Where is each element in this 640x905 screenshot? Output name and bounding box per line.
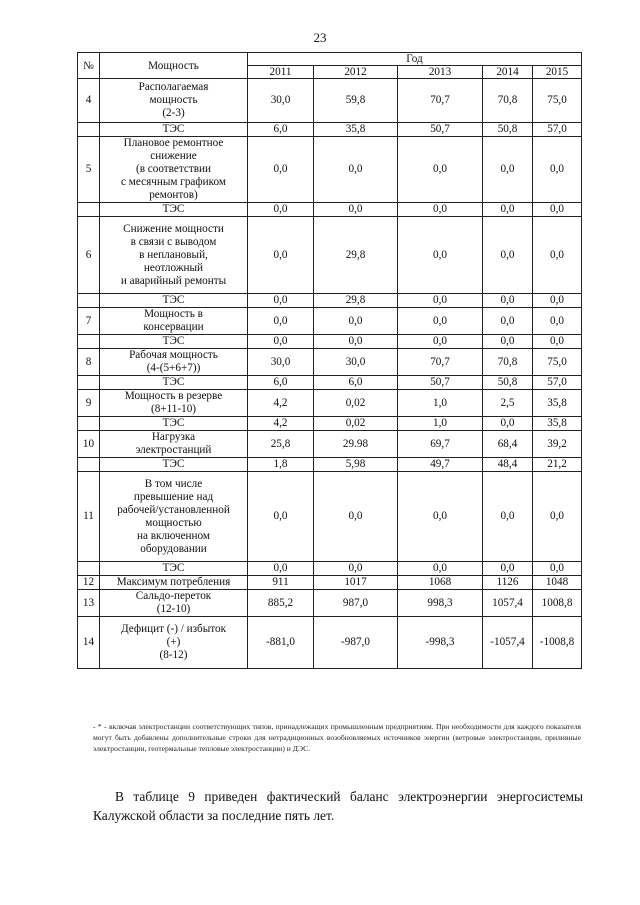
cell-value: 0,0 bbox=[248, 335, 314, 349]
cell-value: 0,0 bbox=[533, 472, 582, 562]
cell-value: 0,0 bbox=[398, 562, 483, 576]
cell-value: 39,2 bbox=[533, 431, 582, 458]
cell-value: 0,0 bbox=[533, 217, 582, 294]
row-number: 13 bbox=[78, 590, 100, 617]
row-label bbox=[100, 590, 248, 617]
cell-value: 0,0 bbox=[483, 203, 533, 217]
row-label-line: ремонтов) bbox=[149, 189, 198, 201]
table-row bbox=[78, 390, 582, 417]
row-label-line: неотложный bbox=[143, 261, 204, 274]
cell-value: 0,0 bbox=[483, 308, 533, 335]
cell-value: 0,0 bbox=[483, 562, 533, 576]
row-number: 14 bbox=[78, 617, 100, 669]
cell-value: 1068 bbox=[398, 576, 483, 590]
table-row bbox=[78, 137, 582, 203]
row-label-line: ТЭС bbox=[162, 294, 185, 306]
cell-value: 49,7 bbox=[398, 458, 483, 472]
cell-value: 21,2 bbox=[533, 458, 582, 472]
row-label-line: ТЭС bbox=[162, 562, 185, 574]
row-number: 4 bbox=[78, 79, 100, 123]
row-label-line: ТЭС bbox=[162, 203, 185, 215]
row-label-line: мощность bbox=[149, 94, 198, 106]
cell-value: 57,0 bbox=[533, 376, 582, 390]
row-label-line: Плановое ремонтное bbox=[123, 137, 224, 149]
cell-value: 6,0 bbox=[248, 123, 314, 137]
row-label-line: Мощность в резерве bbox=[124, 390, 223, 402]
row-number: 6 bbox=[78, 217, 100, 294]
row-label-line: Максимум потребления bbox=[116, 576, 231, 588]
footnote: - * - включая электростанции соответствующих типов, принадлежащих промышленным предприятиям. При необходимости для каждого показателя могут быть добавлены дополнительные строки для нетрадиционных возобновляемых источников энергии (ветровые электростанции, приливные электростанции, геотермальные тепловые электростанции) и ДЭС. bbox=[93, 722, 581, 753]
row-number: 12 bbox=[78, 576, 100, 590]
cell-value: 6,0 bbox=[248, 376, 314, 390]
cell-value: 6,0 bbox=[314, 376, 398, 390]
cell-value: 0,0 bbox=[533, 335, 582, 349]
cell-value: 0,0 bbox=[398, 472, 483, 562]
cell-value: 48,4 bbox=[483, 458, 533, 472]
cell-value: 0,0 bbox=[483, 472, 533, 562]
cell-value: -1057,4 bbox=[483, 617, 533, 669]
cell-value: 0,0 bbox=[248, 203, 314, 217]
body-paragraph: В таблице 9 приведен фактический баланс электроэнергии энергосистемы Калужской области за последние пять лет. bbox=[93, 789, 583, 823]
cell-value: 0,0 bbox=[398, 217, 483, 294]
row-number: 8 bbox=[78, 349, 100, 376]
cell-value: 987,0 bbox=[314, 590, 398, 617]
header-power: Мощность bbox=[100, 53, 248, 79]
table-row-tes bbox=[78, 123, 582, 137]
row-label bbox=[100, 617, 248, 669]
cell-value: 29.98 bbox=[314, 431, 398, 458]
header-year-2012: 2012 bbox=[314, 66, 398, 79]
cell-value: 0,0 bbox=[483, 417, 533, 431]
row-label-line: ТЭС bbox=[162, 376, 185, 388]
row-number bbox=[78, 294, 100, 308]
cell-value: 29,8 bbox=[314, 217, 398, 294]
cell-value: 0,0 bbox=[483, 335, 533, 349]
row-label-line: (8-12) bbox=[159, 649, 188, 661]
table-row bbox=[78, 617, 582, 669]
row-label bbox=[100, 308, 248, 335]
cell-value: 69,7 bbox=[398, 431, 483, 458]
cell-value: 68,4 bbox=[483, 431, 533, 458]
cell-value: -1008,8 bbox=[533, 617, 582, 669]
cell-value: 1008,8 bbox=[533, 590, 582, 617]
cell-value: 57,0 bbox=[533, 123, 582, 137]
row-label-line: на включенном bbox=[136, 529, 210, 542]
row-label-line: мощностью bbox=[145, 516, 202, 529]
cell-value: 1017 bbox=[314, 576, 398, 590]
cell-value: 0,02 bbox=[314, 417, 398, 431]
row-label bbox=[100, 123, 248, 137]
cell-value: 0,0 bbox=[533, 562, 582, 576]
cell-value: 0,0 bbox=[248, 472, 314, 562]
cell-value: 0,0 bbox=[398, 137, 483, 203]
row-label-line: консервации bbox=[143, 321, 204, 333]
table-row bbox=[78, 217, 582, 294]
cell-value: 29,8 bbox=[314, 294, 398, 308]
cell-value: 1,0 bbox=[398, 390, 483, 417]
header-year: Год bbox=[248, 53, 582, 66]
cell-value: 75,0 bbox=[533, 349, 582, 376]
cell-value: 1126 bbox=[483, 576, 533, 590]
row-label bbox=[100, 417, 248, 431]
row-label bbox=[100, 335, 248, 349]
cell-value: 0,0 bbox=[248, 562, 314, 576]
row-label bbox=[100, 431, 248, 458]
cell-value: 0,0 bbox=[248, 294, 314, 308]
row-label-line: (в соответствии bbox=[135, 163, 212, 175]
row-label bbox=[100, 562, 248, 576]
cell-value: -987,0 bbox=[314, 617, 398, 669]
row-label-line: ТЭС bbox=[162, 458, 185, 470]
table-row-tes bbox=[78, 294, 582, 308]
cell-value: 0,0 bbox=[533, 294, 582, 308]
cell-value: 59,8 bbox=[314, 79, 398, 123]
row-label-line: Располагаемая bbox=[138, 81, 209, 93]
row-label-line: Рабочая мощность bbox=[129, 349, 218, 361]
row-number bbox=[78, 203, 100, 217]
row-label-line: (12-10) bbox=[156, 603, 191, 615]
row-label bbox=[100, 137, 248, 203]
row-label-line: Снижение мощности bbox=[123, 222, 224, 235]
row-label-line: ТЭС bbox=[162, 335, 185, 347]
row-label-line: Сальдо-переток bbox=[135, 590, 212, 602]
row-label-line: (8+11-10) bbox=[150, 403, 197, 415]
table-row bbox=[78, 576, 582, 590]
table-row bbox=[78, 308, 582, 335]
row-label-line: Нагрузка bbox=[151, 431, 196, 443]
row-label-line: оборудовании bbox=[140, 542, 207, 555]
cell-value: 5,98 bbox=[314, 458, 398, 472]
cell-value: 0,0 bbox=[398, 335, 483, 349]
cell-value: 1,8 bbox=[248, 458, 314, 472]
cell-value: 0,0 bbox=[533, 308, 582, 335]
row-label-line: электростанций bbox=[135, 444, 212, 456]
cell-value: 35,8 bbox=[533, 417, 582, 431]
row-label-line: ТЭС bbox=[162, 123, 185, 135]
row-label-line: (2-3) bbox=[162, 107, 185, 119]
row-label bbox=[100, 349, 248, 376]
row-label-line: и аварийный ремонты bbox=[120, 274, 227, 287]
cell-value: 50,7 bbox=[398, 376, 483, 390]
header-num: № bbox=[78, 53, 100, 79]
row-number: 9 bbox=[78, 390, 100, 417]
cell-value: 25,8 bbox=[248, 431, 314, 458]
row-number bbox=[78, 376, 100, 390]
table-row-tes bbox=[78, 376, 582, 390]
row-number bbox=[78, 417, 100, 431]
cell-value: 0,0 bbox=[533, 137, 582, 203]
cell-value: 0,0 bbox=[398, 294, 483, 308]
cell-value: 70,7 bbox=[398, 349, 483, 376]
cell-value: 0,0 bbox=[314, 308, 398, 335]
cell-value: 70,8 bbox=[483, 79, 533, 123]
table-row-tes bbox=[78, 335, 582, 349]
cell-value: -998,3 bbox=[398, 617, 483, 669]
row-label bbox=[100, 79, 248, 123]
table-row bbox=[78, 431, 582, 458]
header-year-2011: 2011 bbox=[248, 66, 314, 79]
table-row bbox=[78, 349, 582, 376]
power-balance-table bbox=[77, 52, 582, 669]
row-label bbox=[100, 376, 248, 390]
row-label bbox=[100, 472, 248, 562]
cell-value: 0,0 bbox=[483, 294, 533, 308]
cell-value: 1048 bbox=[533, 576, 582, 590]
cell-value: 0,02 bbox=[314, 390, 398, 417]
row-number: 10 bbox=[78, 431, 100, 458]
row-label-line: ТЭС bbox=[162, 417, 185, 429]
row-label-line: превышение над bbox=[133, 490, 214, 503]
row-label-line: в связи с выводом bbox=[130, 235, 217, 248]
table-row bbox=[78, 79, 582, 123]
cell-value: 70,8 bbox=[483, 349, 533, 376]
row-number bbox=[78, 562, 100, 576]
cell-value: 0,0 bbox=[314, 335, 398, 349]
row-number bbox=[78, 335, 100, 349]
table-row-tes bbox=[78, 203, 582, 217]
cell-value: 1,0 bbox=[398, 417, 483, 431]
row-label bbox=[100, 217, 248, 294]
row-number bbox=[78, 123, 100, 137]
row-label-line: с месячным графиком bbox=[121, 176, 226, 188]
cell-value: -881,0 bbox=[248, 617, 314, 669]
cell-value: 50,7 bbox=[398, 123, 483, 137]
row-number: 11 bbox=[78, 472, 100, 562]
cell-value: 70,7 bbox=[398, 79, 483, 123]
cell-value: 30,0 bbox=[248, 349, 314, 376]
cell-value: 0,0 bbox=[533, 203, 582, 217]
row-label-line: В том числе bbox=[144, 477, 203, 490]
cell-value: 0,0 bbox=[483, 217, 533, 294]
row-label bbox=[100, 458, 248, 472]
cell-value: 50,8 bbox=[483, 123, 533, 137]
cell-value: 998,3 bbox=[398, 590, 483, 617]
row-label-line: (4-(5+6+7)) bbox=[146, 362, 201, 374]
cell-value: 35,8 bbox=[533, 390, 582, 417]
row-label-line: Дефицит (-) / избыток bbox=[120, 623, 227, 635]
table-row-tes bbox=[78, 417, 582, 431]
row-label bbox=[100, 294, 248, 308]
cell-value: 885,2 bbox=[248, 590, 314, 617]
row-number: 7 bbox=[78, 308, 100, 335]
row-label bbox=[100, 203, 248, 217]
cell-value: 35,8 bbox=[314, 123, 398, 137]
cell-value: 0,0 bbox=[248, 308, 314, 335]
row-label-line: рабочей/установленной bbox=[117, 503, 230, 516]
cell-value: 0,0 bbox=[248, 137, 314, 203]
row-label-line: (+) bbox=[166, 636, 181, 648]
row-number bbox=[78, 458, 100, 472]
cell-value: 0,0 bbox=[314, 203, 398, 217]
cell-value: 75,0 bbox=[533, 79, 582, 123]
cell-value: 0,0 bbox=[248, 217, 314, 294]
cell-value: 0,0 bbox=[398, 203, 483, 217]
cell-value: 0,0 bbox=[314, 472, 398, 562]
header-year-2015: 2015 bbox=[533, 66, 582, 79]
cell-value: 2,5 bbox=[483, 390, 533, 417]
header-year-2014: 2014 bbox=[483, 66, 533, 79]
cell-value: 4,2 bbox=[248, 390, 314, 417]
cell-value: 1057,4 bbox=[483, 590, 533, 617]
table-row bbox=[78, 472, 582, 562]
cell-value: 4,2 bbox=[248, 417, 314, 431]
row-label bbox=[100, 576, 248, 590]
row-label bbox=[100, 390, 248, 417]
cell-value: 30,0 bbox=[248, 79, 314, 123]
cell-value: 0,0 bbox=[398, 308, 483, 335]
row-label-line: в неплановый, bbox=[139, 248, 208, 261]
table-row-tes bbox=[78, 562, 582, 576]
row-label-line: Мощность в bbox=[144, 308, 203, 320]
cell-value: 0,0 bbox=[483, 137, 533, 203]
page-number: 23 bbox=[313, 30, 327, 45]
row-number: 5 bbox=[78, 137, 100, 203]
cell-value: 0,0 bbox=[314, 562, 398, 576]
header-year-2013: 2013 bbox=[398, 66, 483, 79]
table-row bbox=[78, 590, 582, 617]
cell-value: 911 bbox=[248, 576, 314, 590]
cell-value: 30,0 bbox=[314, 349, 398, 376]
cell-value: 0,0 bbox=[314, 137, 398, 203]
table-row-tes bbox=[78, 458, 582, 472]
cell-value: 50,8 bbox=[483, 376, 533, 390]
row-label-line: снижение bbox=[150, 150, 197, 162]
